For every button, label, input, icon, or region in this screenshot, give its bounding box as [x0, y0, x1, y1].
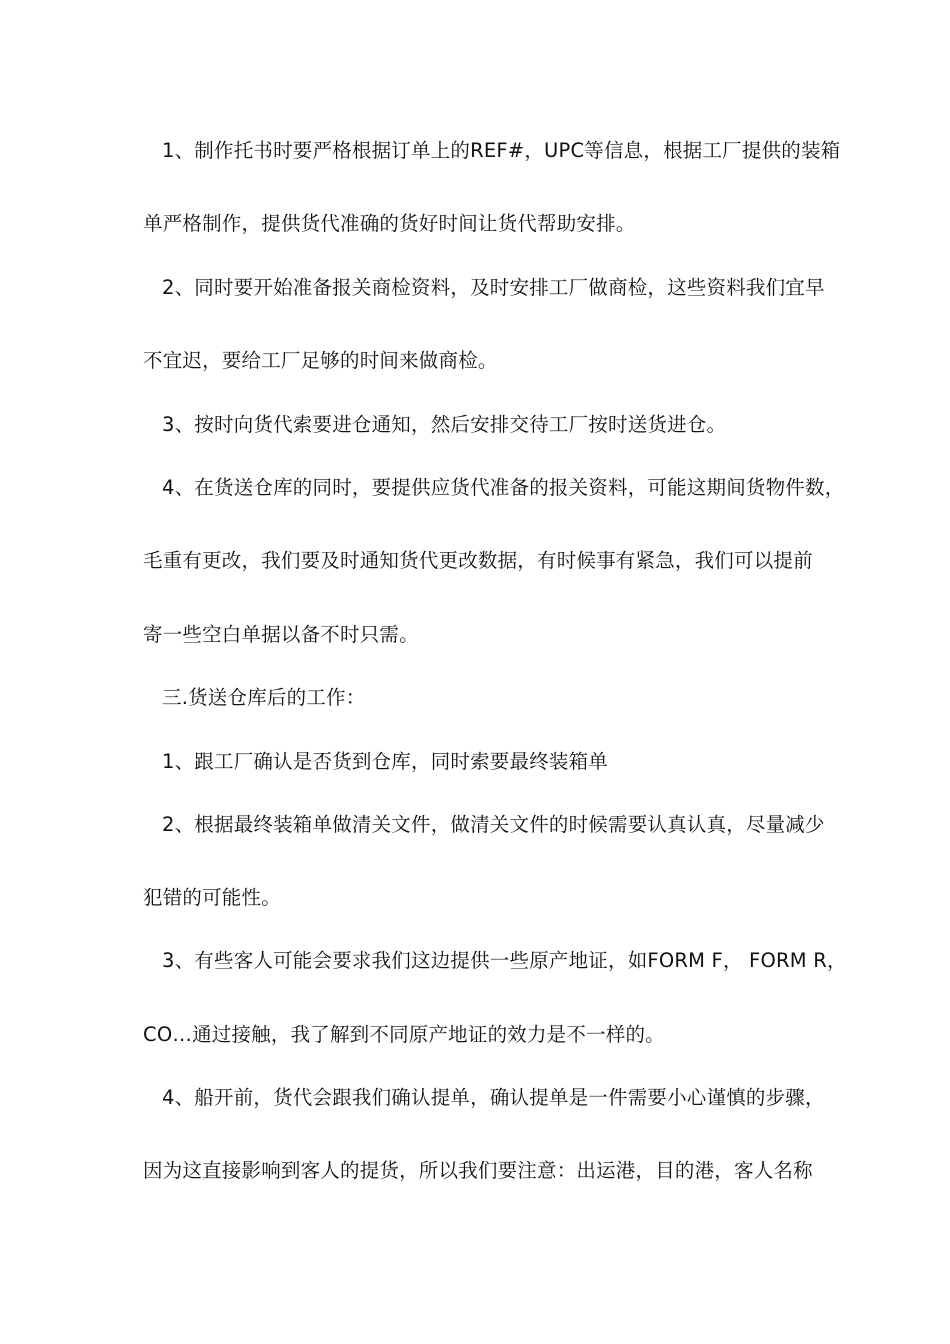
paragraph-line: 2、根据最终装箱单做清关文件，做清关文件的时候需要认真认真，尽量减少	[162, 813, 825, 836]
section-heading: 三.货送仓库后的工作：	[162, 686, 366, 709]
paragraph-line: 犯错的可能性。	[143, 886, 281, 909]
paragraph-line: 4、在货送仓库的同时，要提供应货代准备的报关资料，可能这期间货物件数，	[162, 476, 845, 499]
paragraph-line: 1、跟工厂确认是否货到仓库，同时索要最终装箱单	[162, 750, 609, 773]
paragraph-line: 寄一些空白单据以备不时只需。	[143, 623, 419, 646]
paragraph-line: 单严格制作，提供货代准确的货好时间让货代帮助安排。	[143, 212, 636, 235]
paragraph-line: 1、制作托书时要严格根据订单上的REF#，UPC等信息，根据工厂提供的装箱	[162, 139, 841, 162]
paragraph-line: 4、船开前，货代会跟我们确认提单，确认提单是一件需要小心谨慎的步骤，	[162, 1086, 825, 1109]
paragraph-line: CO…通过接触，我了解到不同原产地证的效力是不一样的。	[143, 1023, 665, 1046]
paragraph-line: 2、同时要开始准备报关商检资料，及时安排工厂做商检，这些资料我们宜早	[162, 276, 825, 299]
paragraph-line: 3、有些客人可能会要求我们这边提供一些原产地证，如FORM F， FORM R，	[162, 949, 847, 972]
paragraph-line: 因为这直接影响到客人的提货，所以我们要注意：出运港，目的港，客人名称	[143, 1159, 813, 1182]
paragraph-line: 3、按时向货代索要进仓通知，然后安排交待工厂按时送货进仓。	[162, 413, 727, 436]
paragraph-line: 毛重有更改，我们要及时通知货代更改数据，有时候事有紧急，我们可以提前	[143, 549, 813, 572]
paragraph-line: 不宜迟，要给工厂足够的时间来做商检。	[143, 349, 498, 372]
